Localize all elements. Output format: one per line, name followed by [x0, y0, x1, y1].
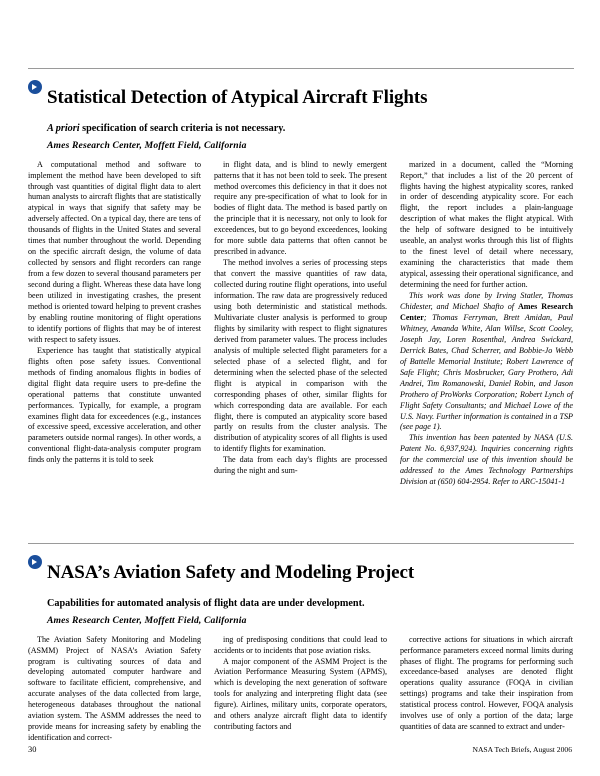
article-1-title: Statistical Detection of Atypical Aircraft Flights [47, 86, 428, 108]
article-2-column-1 [28, 635, 201, 745]
credits-part: ; Thomas Ferryman, Brett Amidan, Paul Whitney, Amanda White, Alan Willse, Scott Cooley, Joseph Jay, Loren Rosenthal, Andrea Swickard, Derrick Bates, Chad Scherrer, and Bobbie-Jo Webb of Battelle Memorial Institute; Robert Lawrence of Safe Flight; Chris Mosbrucker, Gary Prothero, Adi Andrei, Tim Romanowski, Daniel Robin, and Jason Prothero of ProWorks Corporation; Robert Lynch of Flight Safety Consultants; and Michael Lowe of the U.S. Navy. Further information is contained in a TSP (see page 1). [400, 312, 573, 432]
article-2-column-2 [214, 635, 387, 745]
article-1-columns [0, 160, 600, 489]
article-1-subtitle-rest: specification of search criteria is not necessary. [79, 123, 286, 135]
article-2-subtitle: Capabilities for automated analysis of flight data are under development. [47, 598, 365, 610]
paragraph: The data from each day's flights are processed during the night and sum- [214, 455, 387, 476]
paragraph-patent-notice [400, 433, 573, 488]
paragraph: corrective actions for situations in which aircraft performance parameters exceed normal limits during phases of flight. The programs for performing such exceedance-based analyses are denoted flight operations quality assurance (FOQA in civilian settings) programs and take their inspiration from statistical process control. However, FOQA analysis involves use of only a portion of the data; large quantities of data are scanned to extract and under- [400, 634, 573, 732]
paragraph: A computational method and software to implement the method have been developed to sift through vast quantities of digital flight data to alert human analysts to aircraft flights that are statistically atypical in ways that signify that safety may be adversely affected. On a typical day, there are tens of thousands of flights in the United States and several times that number throughout the world. Depending on the specific aircraft design, the volume of data collected by sensors and flight recorders can range from a few dozen to several thousand parameters per second during a flight. Whereas these data have long been utilized in investigating crashes, the present method is oriented toward helping to prevent crashes by enabling routine monitoring of flight operations to identify portions of flights that may be of interest with respect to safety issues. [28, 159, 201, 344]
blue-circle-arrow-icon [28, 80, 42, 94]
article-statistical-detection [0, 68, 600, 488]
blue-circle-arrow-icon [28, 555, 42, 569]
article-1-byline: Ames Research Center, Moffett Field, California [47, 139, 247, 151]
patent-text: This invention has been patented by NASA (U.S. Patent No. 6,937,924). Inquiries concerning rights for the commercial use of this invention should be addressed to the Ames Technology Partnerships Division at (650) 604-2954. Refer to ARC-15041-1 [400, 433, 573, 487]
paragraph: Experience has taught that statistically atypical flights often pose safety issues. Conventional methods of finding anomalous flights in bodies of digital flight data require users to pre-define the operational patterns that constitute unwanted performances. Typically, for example, a program examines flight data for exceedences (e.g., instances of excessive speed, excessive acceleration, and other parameters outside normal ranges). In other words, a conventional flight-data-analysis computer program finds only the patterns it is told to seek [28, 345, 201, 465]
article-2-columns [0, 635, 600, 745]
article-2-byline: Ames Research Center, Moffett Field, California [47, 614, 247, 626]
paragraph: marized in a document, called the “Morning Report,” that includes a list of the 20 percent of flights having the highest atypicality scores, ranked in order of descending atypicality score. For each flight, the report includes a plain-language description of what makes the flight atypical. With the help of software designed to be intuitively useable, an analyst works through this list of flights to the finest level of detail where necessary, examining the characteristics that made them atypical, assessing their operational significance, and determining the need for further action. [400, 159, 573, 290]
page-number: 30 [28, 745, 37, 754]
paragraph-credits [400, 291, 573, 433]
paragraph: The method involves a series of processing steps that convert the massive quantities of raw data, collected during routine flight operations, into useful information. The raw data are progressively reduced using both deterministic and statistical methods. Multivariate cluster analysis is performed to group flights by similarity with respect to flight signatures derived from parameter values. The process includes analysis of multiple selected flight parameters for a selected phase of a selected flight, and for determining when the selected phase of the selected flight is atypical in comparison with the corresponding phases of other, similar flights for which corresponding data are available. For each flight, there is computed an atypicality score based partly on results from the cluster analysis. The distribution of atypicality scores of all flights is used to identify flights for examination. [214, 258, 387, 454]
paragraph: A major component of the ASMM Project is the Aviation Performance Measuring System (APMS), which is developing the next generation of software tools for analyzing and interpreting flight data (see figure). Airlines, military units, corporate operators, and others analyze aircraft flight data to identify contributing factors and [214, 656, 387, 732]
article-1-column-2 [214, 160, 387, 489]
paragraph: ing of predisposing conditions that could lead to accidents or to incidents that pose aviation risks. [214, 634, 387, 655]
publication-line: NASA Tech Briefs, August 2006 [472, 745, 572, 754]
article-2-headline-row [0, 550, 600, 595]
article-1-headline-row [0, 75, 600, 120]
article-2-column-3 [400, 635, 573, 745]
article-1-column-3 [400, 160, 573, 489]
credits-organization: Ames Research Center [400, 302, 573, 322]
article-1-column-1 [28, 160, 201, 489]
article-1-subtitle [0, 123, 600, 135]
credits-part: This work was done by Irving Statler, Thomas Chidester, and Michael Shafto of [400, 291, 573, 311]
article-1-subtitle-lead: A priori [47, 123, 80, 135]
paragraph: The Aviation Safety Monitoring and Modeling (ASMM) Project of NASA’s Aviation Safety program is cultivating sources of data and developing automated computer hardware and software to facilitate efficient, comprehensive, and accurate analyses of the data collected from large, heterogeneous databases throughout the national aviation system. The ASMM addresses the need to provide means for increasing safety by enabling the identification and correct- [28, 634, 201, 743]
paragraph: in flight data, and is blind to newly emergent patterns that it has not been told to seek. The present method overcomes this deficiency in that it does not require any pre-specification of what to look for in bodies of flight data. The method is based partly on the principle that it is necessary, not only to look for exceedences, but to go beyond exceedences, looking for more subtle data patterns that often cannot be prescribed in advance. [214, 159, 387, 257]
page-footer [0, 745, 600, 754]
article-aviation-safety-modeling [0, 543, 600, 744]
article-2-title: NASA’s Aviation Safety and Modeling Project [47, 561, 415, 583]
